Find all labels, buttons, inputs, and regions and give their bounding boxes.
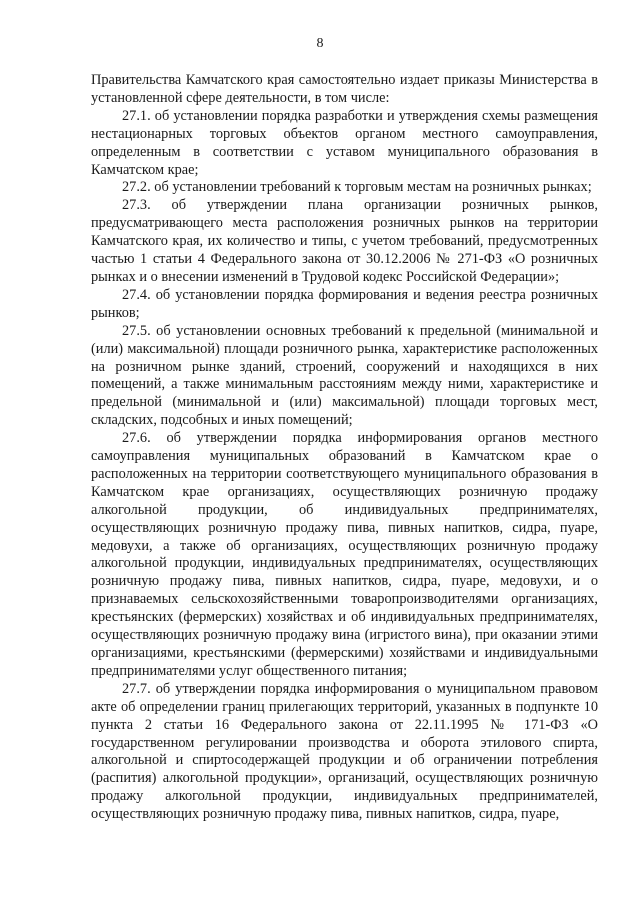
paragraph-27-7: 27.7. об утверждении порядка информирования о муниципальном правовом акте об определении границ прилегающих территорий, указанных в подпункте 10 пункта 2 статьи 16 Федерального закона от 22.11.1995 № 171-ФЗ «О государственном регулировании производства и оборота этилового спирта, алкогольной и спиртосодержащей продукции и об ограничении потребления (распития) алкогольной продукции», организаций, осуществляющих розничную продажу алкогольной продукции, индивидуальных предпринимателей, осуществляющих розничную продажу пива, пивных напитков, сидра, пуаре, xyxy=(91,680,598,823)
document-body xyxy=(91,72,598,824)
paragraph-27-6: 27.6. об утверждении порядка информирования органов местного самоуправления муниципальных образований в Камчатском крае о расположенных на территории соответствующего муниципального образования в Камчатском крае организациях, осуществляющих розничную продажу алкогольной продукции, об индивидуальных предпринимателях, осуществляющих розничную продажу пива, пивных напитков, сидра, пуаре, медовухи, а также об организациях, осуществляющих розничную продажу алкогольной продукции, индивидуальных предпринимателях, осуществляющих розничную продажу пива, пивных напитков, сидра, пуаре, медовухи, и о признаваемых сельскохозяйственными товаропроизводителями организациях, крестьянских (фермерских) хозяйствах и об индивидуальных предпринимателях, осуществляющих розничную продажу вина (игристого вина), при оказании этими организациями, крестьянскими (фермерскими) хозяйствами и индивидуальными предпринимателями услуг общественного питания; xyxy=(91,430,598,679)
paragraph-27-3: 27.3. об утверждении плана организации розничных рынков, предусматривающего места расположения розничных рынков на территории Камчатского края, их количество и типы, с учетом требований, предусмотренных частью 1 статьи 4 Федерального закона от 30.12.2006 № 271-ФЗ «О розничных рынках и о внесении изменений в Трудовой кодекс Российской Федерации»; xyxy=(91,197,598,285)
paragraph-intro: Правительства Камчатского края самостоятельно издает приказы Министерства в установленной сфере деятельности, в том числе: xyxy=(91,72,598,106)
paragraph-27-4: 27.4. об установлении порядка формирования и ведения реестра розничных рынков; xyxy=(91,286,598,321)
paragraph-27-2: 27.2. об установлении требований к торговым местам на розничных рынках; xyxy=(122,179,592,196)
paragraph-27-1: 27.1. об установлении порядка разработки и утверждения схемы размещения нестационарных торговых объектов органом местного самоуправления, определенным в соответствии с уставом муниципального образования в Камчатском крае; xyxy=(91,107,598,178)
paragraph-27-5: 27.5. об установлении основных требований к предельной (минимальной и (или) максимальной) площади розничного рынка, характеристике расположенных на розничном рынке зданий, строений, сооружений и находящихся в них помещений, а также минимальным расстояниям между ними, характеристике и предельной (минимальной и (или) максимальной) площади торговых мест, складских, подсобных и иных помещений; xyxy=(91,322,598,429)
page-number: 8 xyxy=(316,36,324,51)
